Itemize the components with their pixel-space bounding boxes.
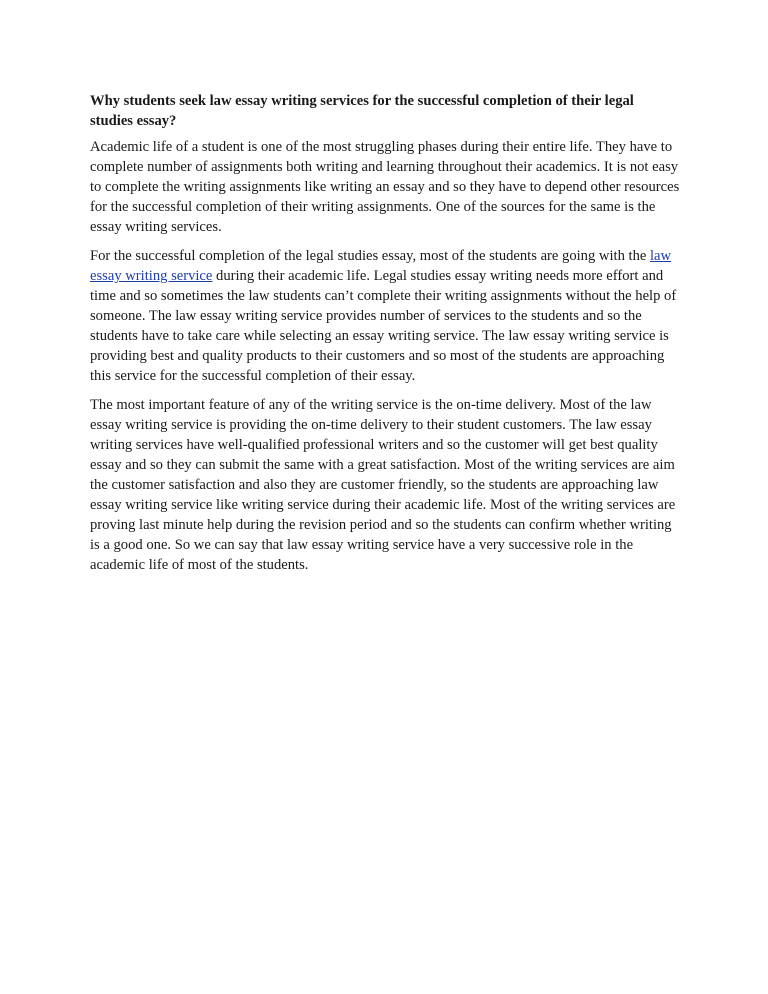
paragraph-1: Academic life of a student is one of the most struggling phases during their entire life. They have to complete number of assignments both writing and learning throughout their academics. It is not easy to complete the writing assignments like writing an essay and so they have to depend other resources for the successful completion of their writing assignments. One of the sources for the same is the essay writing services. [90, 139, 680, 235]
paragraph-2 [90, 246, 680, 386]
document-title: Why students seek law essay writing services for the successful completion of their legal studies essay? [90, 93, 634, 129]
paragraph-2-before-link: For the successful completion of the legal studies essay, most of the students are going with the [90, 248, 650, 264]
document-body [90, 91, 680, 584]
paragraph-3: The most important feature of any of the writing service is the on-time delivery. Most of the law essay writing service is providing the on-time delivery to their student customers. The law essay writing services have well-qualified professional writers and so the customer will get best quality essay and so they can submit the same with a great satisfaction. Most of the writing services are aim the customer satisfaction and also they are customer friendly, so the students are approaching law essay writing service like writing service during their academic life. Most of the writing services are proving last minute help during the revision period and so the students can confirm whether writing is a good one. So we can say that law essay writing service have a very successive role in the academic life of most of the students. [90, 397, 676, 573]
law-essay-writing-service-link[interactable]: law essay writing service [90, 248, 672, 284]
paragraph-2-after-link: during their academic life. Legal studies essay writing needs more effort and time and so sometimes the law students can’t complete their writing assignments without the help of someone. The law essay writing service provides number of services to the students and so the students have to take care while selecting an essay writing service. The law essay writing service is providing best and quality products to their customers and so most of the students are approaching this service for the successful completion of their essay. [90, 268, 677, 384]
